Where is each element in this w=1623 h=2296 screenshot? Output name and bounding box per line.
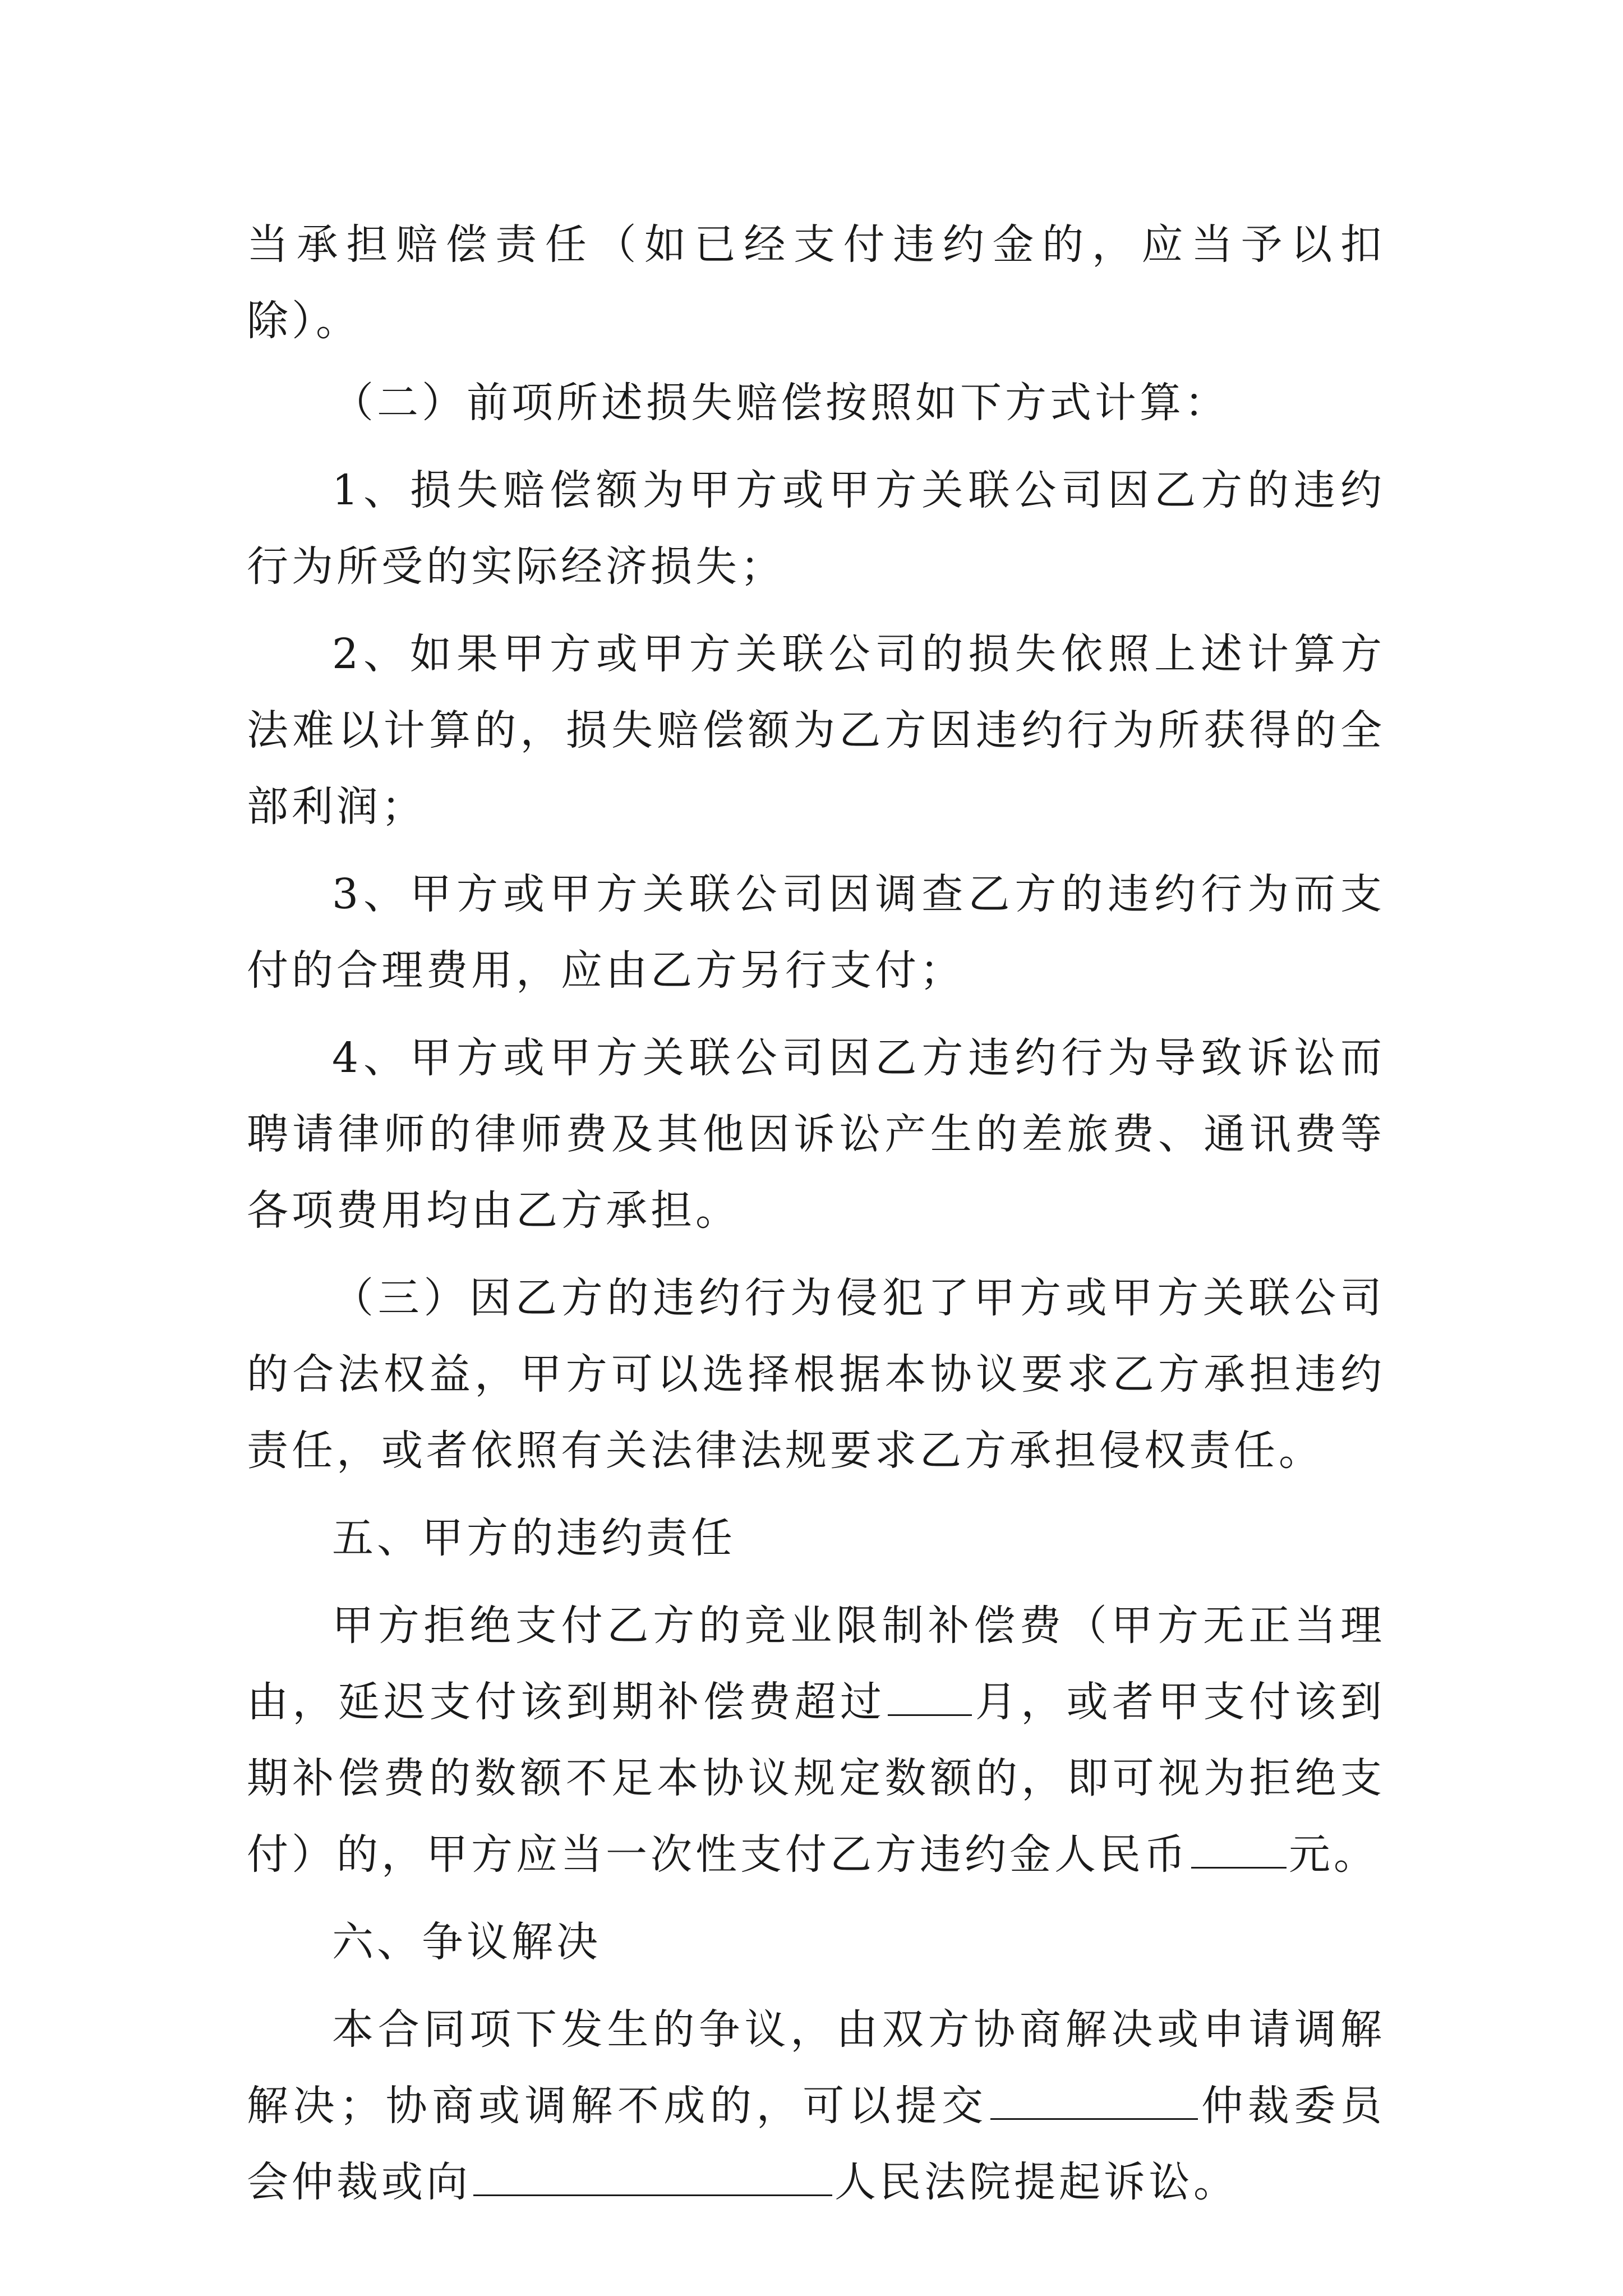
paragraph-item-3 [247, 856, 1385, 1009]
paragraph-tort-option [247, 1260, 1385, 1489]
paragraph-item-2 [247, 616, 1385, 845]
paragraph-text: 本合同项下发生的争议，由双方协商解决或申请调解解决；协商或调解不成的，可以提交 [247, 2005, 1385, 2130]
court-name-blank-field[interactable] [473, 2155, 832, 2196]
paragraph-text: （二）前项所述损失赔偿按照如下方式计算： [332, 379, 1229, 427]
arbitration-commission-blank-field[interactable] [990, 2079, 1198, 2120]
section-heading-dispute-resolution [247, 1904, 1385, 1980]
paragraph-text: 4、甲方或甲方关联公司因乙方违约行为导致诉讼而聘请律师的律师费及其他因诉讼产生的差旅费、通讯费等各项费用均由乙方承担。 [247, 1034, 1385, 1235]
paragraph-party-a-default [247, 1588, 1385, 1893]
section-heading-text: 五、甲方的违约责任 [332, 1514, 736, 1562]
paragraph-text: 甲方拒绝支付乙方的竞业限制补偿费（甲方无正当理由，延迟支付该到期补偿费超过 [247, 1602, 1385, 1726]
paragraph-liability-continued [247, 206, 1385, 359]
penalty-amount-blank-field[interactable] [1191, 1828, 1287, 1869]
months-blank-field[interactable] [888, 1675, 972, 1716]
paragraph-text: 1、损失赔偿额为甲方或甲方关联公司因乙方的违约行为所受的实际经济损失； [247, 466, 1385, 591]
paragraph-text: （三）因乙方的违约行为侵犯了甲方或甲方关联公司的合法权益，甲方可以选择根据本协议要求乙方承担违约责任，或者依照有关法律法规要求乙方承担侵权责任。 [247, 1274, 1385, 1475]
document-body [247, 206, 1385, 2220]
paragraph-text: 元。 [1289, 1830, 1378, 1879]
paragraph-text: 3、甲方或甲方关联公司因调查乙方的违约行为而支付的合理费用，应由乙方另行支付； [247, 870, 1385, 995]
paragraph-dispute-resolution [247, 1991, 1385, 2220]
paragraph-text: 月，或者甲支付该到期补偿费的数额不足本协议规定数额的，即可视为拒绝支付）的，甲方应当一次性支付乙方违约金人民币 [247, 1678, 1386, 1879]
paragraph-item-1 [247, 452, 1385, 605]
paragraph-item-4 [247, 1020, 1385, 1249]
paragraph-loss-calculation-heading [247, 365, 1385, 441]
paragraph-text: 当承担赔偿责任（如已经支付违约金的，应当予以扣除）。 [247, 220, 1385, 345]
paragraph-text: 仲裁委员会仲裁或向 [247, 2082, 1386, 2206]
section-heading-text: 六、争议解决 [332, 1918, 601, 1966]
paragraph-text: 2、如果甲方或甲方关联公司的损失依照上述计算方法难以计算的，损失赔偿额为乙方因违约行为所获得的全部利润； [247, 630, 1385, 831]
paragraph-text: 人民法院提起诉讼。 [834, 2158, 1238, 2206]
section-heading-party-a-liability [247, 1500, 1385, 1576]
